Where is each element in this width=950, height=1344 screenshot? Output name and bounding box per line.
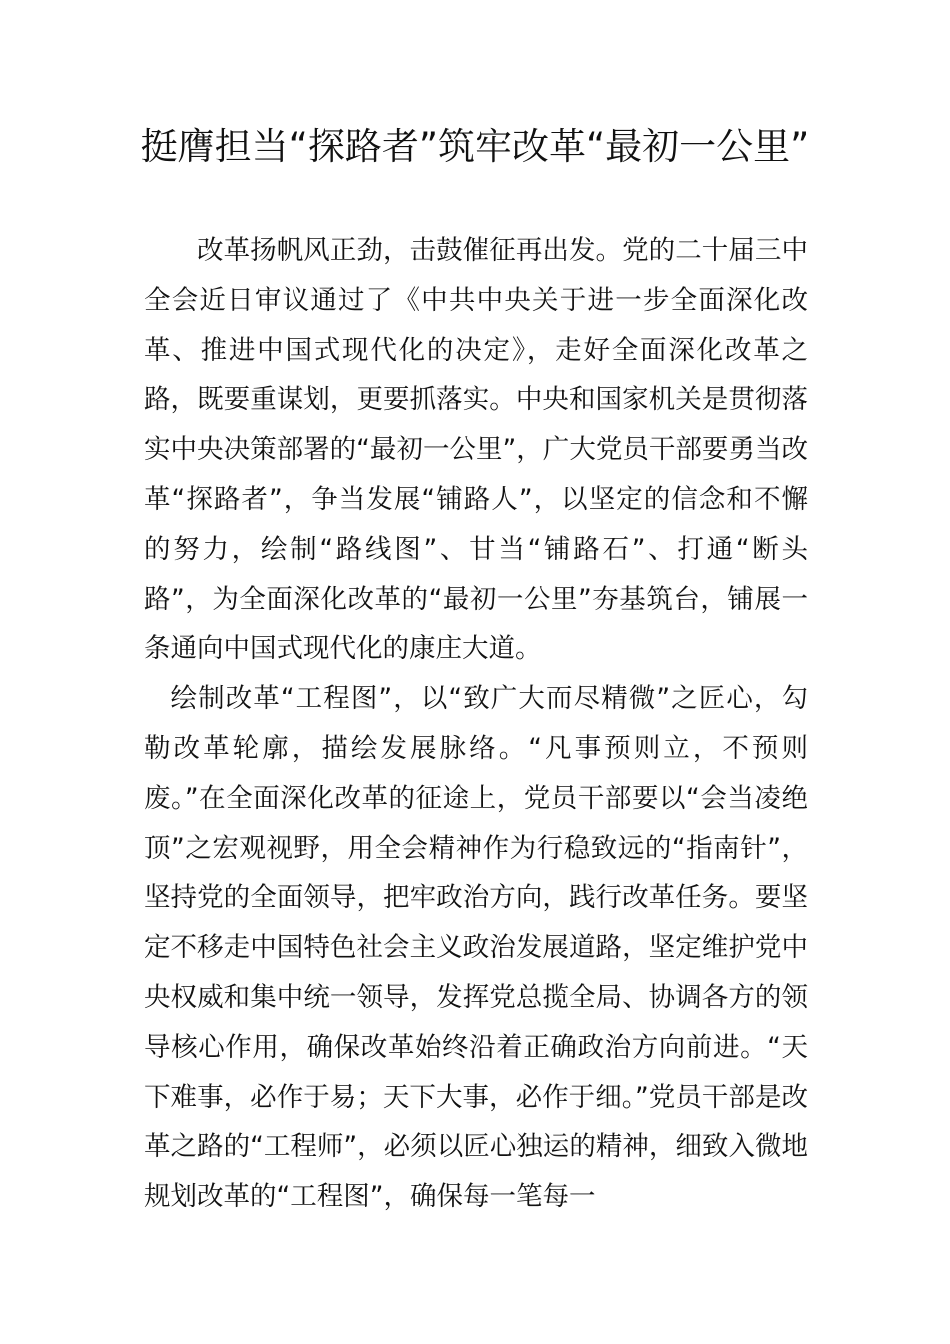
paragraph-1: 改革扬帆风正劲，击鼓催征再出发。党的二十届三中全会近日审议通过了《中共中央关于进一步全面深化改革、推进中国式现代化的决定》，走好全面深化改革之路，既要重谋划，更要抓落实。中央和国家机关是贯彻落实中央决策部署的“最初一公里”，广大党员干部要勇当改革“探路者”，争当发展“铺路人”，以坚定的信念和不懈的努力，绘制“路线图”、甘当“铺路石”、打通“断头路”，为全面深化改革的“最初一公里”夯基筑台，铺展一条通向中国式现代化的康庄大道。 [144, 235, 808, 665]
document-body [144, 226, 808, 1222]
document-title: 挺膺担当“探路者”筑牢改革“最初一公里” [140, 125, 810, 168]
paragraph-2: 绘制改革“工程图”，以“致广大而尽精微”之匠心，勾勒改革轮廓，描绘发展脉络。“凡事预则立，不预则废。”在全面深化改革的征途上，党员干部要以“会当凌绝顶”之宏观视野，用全会精神作为行稳致远的“指南针”，坚持党的全面领导，把牢政治方向，践行改革任务。要坚定不移走中国特色社会主义政治发展道路，坚定维护党中央权威和集中统一领导，发挥党总揽全局、协调各方的领导核心作用，确保改革始终沿着正确政治方向前进。“天下难事，必作于易；天下大事，必作于细。”党员干部是改革之路的“工程师”，必须以匠心独运的精神，细致入微地规划改革的“工程图”，确保每一笔每一 [144, 683, 808, 1213]
